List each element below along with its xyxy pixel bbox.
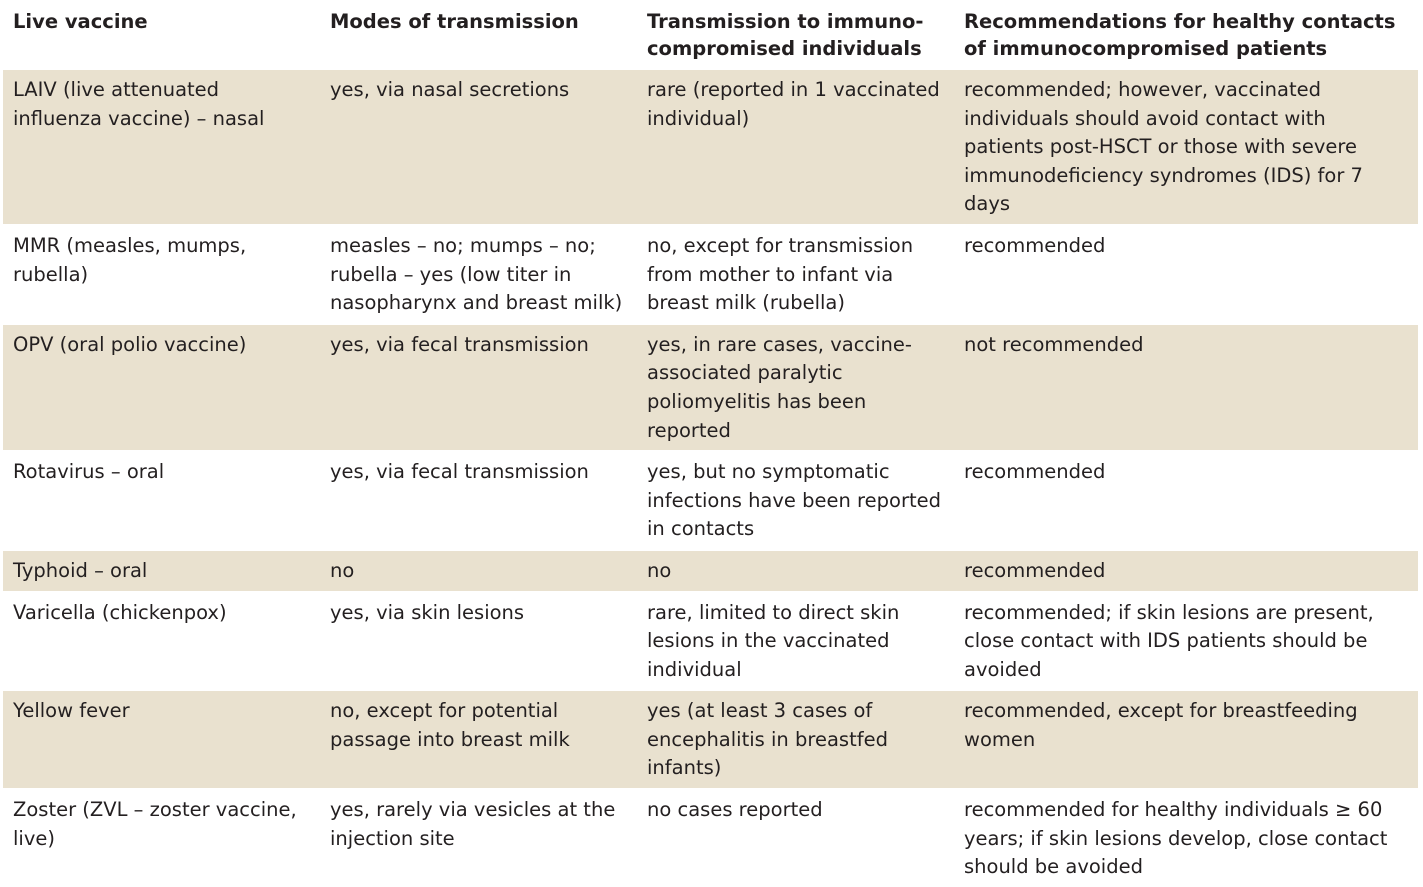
cell-transmission: no cases reported: [647, 798, 823, 822]
cell-transmission: yes (at least 3 cases of encephalitis in breastfed infants): [647, 699, 888, 780]
header-recommendations: Recommendations for healthy contacts of immunocompromised patients: [964, 10, 1396, 60]
cell-vaccine: Yellow fever: [13, 699, 130, 723]
table-row: [3, 550, 1418, 592]
cell-vaccine: MMR (measles, mumps, rubella): [13, 233, 247, 286]
table-row: [3, 225, 1418, 324]
cell-recommendation: recommended for healthy individuals ≥ 60 years; if skin lesions develop, close contact should be avoided: [964, 798, 1388, 879]
cell-recommendation: recommended, except for breastfeeding women: [964, 699, 1358, 751]
live-vaccine-transmission-table: [3, 0, 1418, 887]
cell-modes: yes, via nasal secretions: [330, 78, 570, 101]
table-header-row: [3, 0, 1418, 69]
cell-modes: measles – no; mumps – no; rubella – yes (low titer in nasopharynx and breast milk): [330, 233, 623, 315]
cell-recommendation: recommended: [964, 558, 1106, 582]
vaccine-table-container: [3, 0, 1418, 887]
cell-transmission: no: [647, 558, 672, 582]
cell-recommendation: not recommended: [964, 332, 1144, 356]
header-live-vaccine: Live vaccine: [13, 10, 148, 33]
table-row: [3, 324, 1418, 451]
cell-vaccine: Rotavirus – oral: [13, 460, 165, 484]
cell-transmission: yes, but no symptomatic infections have been reported in contacts: [647, 460, 941, 541]
cell-vaccine: OPV (oral polio vaccine): [13, 332, 247, 356]
cell-recommendation: recommended; however, vaccinated individuals should avoid contact with patients post-HSCT or those with severe immunodeficiency syndromes (IDS) for 7 days: [964, 78, 1363, 216]
cell-vaccine: Varicella (chickenpox): [13, 600, 227, 624]
cell-vaccine: Typhoid – oral: [13, 558, 148, 582]
cell-transmission: rare (reported in 1 vaccinated individual): [647, 78, 940, 130]
cell-modes: no: [330, 558, 355, 582]
cell-transmission: rare, limited to direct skin lesions in the vaccinated individual: [647, 600, 900, 681]
table-row: [3, 451, 1418, 550]
table-row: [3, 789, 1418, 887]
cell-recommendation: recommended: [964, 233, 1106, 257]
table-row: [3, 690, 1418, 789]
cell-vaccine: LAIV (live attenuated influenza vaccine) – nasal: [13, 78, 265, 130]
cell-modes: yes, via fecal transmission: [330, 332, 589, 356]
table-row: [3, 592, 1418, 691]
cell-transmission: yes, in rare cases, vaccine-associated paralytic poliomyelitis has been reported: [647, 332, 912, 442]
cell-vaccine: Zoster (ZVL – zoster vaccine, live): [13, 798, 297, 850]
cell-modes: yes, via fecal transmission: [330, 460, 589, 484]
cell-recommendation: recommended: [964, 460, 1106, 484]
cell-modes: yes, rarely via vesicles at the injection site: [330, 798, 616, 850]
cell-modes: no, except for potential passage into breast milk: [330, 699, 570, 751]
cell-modes: yes, via skin lesions: [330, 600, 525, 624]
table-row: [3, 69, 1418, 225]
cell-recommendation: recommended; if skin lesions are present, close contact with IDS patients should be avoided: [964, 600, 1374, 681]
cell-transmission: no, except for transmission from mother to infant via breast milk (rubella): [647, 233, 914, 315]
header-modes-of-transmission: Modes of transmission: [330, 10, 579, 33]
header-transmission-to-immunocompromised: Transmission to immuno-compromised individuals: [647, 10, 924, 60]
